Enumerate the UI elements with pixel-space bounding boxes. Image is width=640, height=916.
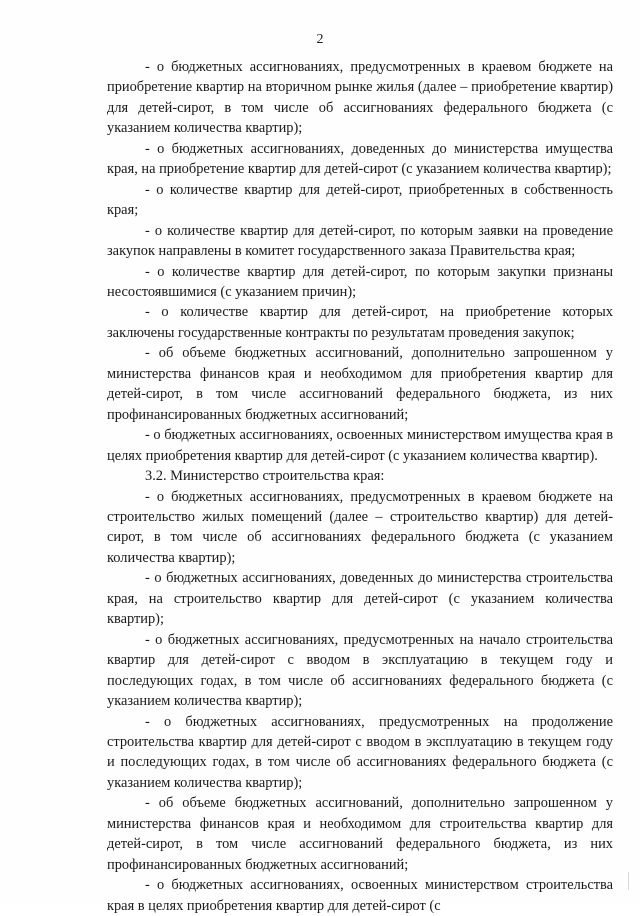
paragraph-7: - об объеме бюджетных ассигнований, дополнительно запрошенном у министерства финансов края и необходимом для приобретения квартир для детей-сирот, в том числе ассигнований федерального бюджета, из них профинансированных бюджетных ассигнований; (107, 345, 613, 423)
paragraph-3: - о количестве квартир для детей-сирот, приобретенных в собственность края; (107, 181, 613, 219)
paragraph-4: - о количестве квартир для детей-сирот, по которым заявки на проведение закупок направлены в комитет государственного заказа Правительства края; (107, 222, 613, 260)
paragraph-11: - о бюджетных ассигнованиях, предусмотренных на начало строительства квартир для детей-сирот с вводом в эксплуатацию в текущем году и последующих годах, в том числе об ассигнованиях федерального бюджета (с указанием количества квартир); (107, 631, 613, 710)
paragraph-10: - о бюджетных ассигнованиях, доведенных до министерства строительства края, на строительство квартир для детей-сирот (с указанием количества квартир); (107, 570, 613, 628)
paragraph-14: - о бюджетных ассигнованиях, освоенных министерством строительства края в целях приобретения квартир для детей-сирот (с (107, 877, 613, 914)
paragraph-8: - о бюджетных ассигнованиях, освоенных министерством имущества края в целях приобретения квартир для детей-сирот (с указанием количества квартир). (107, 427, 613, 464)
paragraph-13: - об объеме бюджетных ассигнований, дополнительно запрошенном у министерства финансов края и необходимом для строительства квартир для детей-сирот, в том числе ассигнований федерального бюджета, из них профинансированных бюджетных ассигнований; (107, 795, 613, 873)
paragraph-12: - о бюджетных ассигнованиях, предусмотренных на продолжение строительства квартир для детей-сирот с вводом в эксплуатацию в текущем году и последующих годах, в том числе об ассигнованиях федерального бюджета (с указанием количества квартир); (107, 713, 613, 791)
section-heading-3-2: 3.2. Министерство строительства края: (145, 468, 385, 485)
paragraph-6: - о количестве квартир для детей-сирот, на приобретение которых заключены государственные контракты по результатам проведения закупок; (107, 304, 613, 341)
paragraph-1: - о бюджетных ассигнованиях, предусмотренных в краевом бюджете на приобретение квартир на вторичном рынке жилья (далее – приобретение квартир) для детей-сирот, в том числе об ассигнованиях федерального бюджета (с указанием количества квартир); (107, 59, 613, 137)
scan-edge-mark (628, 872, 629, 890)
page-number: 2 (316, 32, 324, 47)
paragraph-9: - о бюджетных ассигнованиях, предусмотренных в краевом бюджете на строительство жилых помещений (далее – строительство квартир) для детей-сирот, в том числе об ассигнованиях федерального бюджета (с указанием количества квартир); (107, 488, 613, 566)
paragraph-5: - о количестве квартир для детей-сирот, по которым закупки признаны несостоявшимися (с указанием причин); (107, 263, 613, 300)
document-body (107, 57, 613, 916)
paragraph-2: - о бюджетных ассигнованиях, доведенных до министерства имущества края, на приобретение квартир для детей-сирот (с указанием количества квартир); (107, 140, 613, 178)
